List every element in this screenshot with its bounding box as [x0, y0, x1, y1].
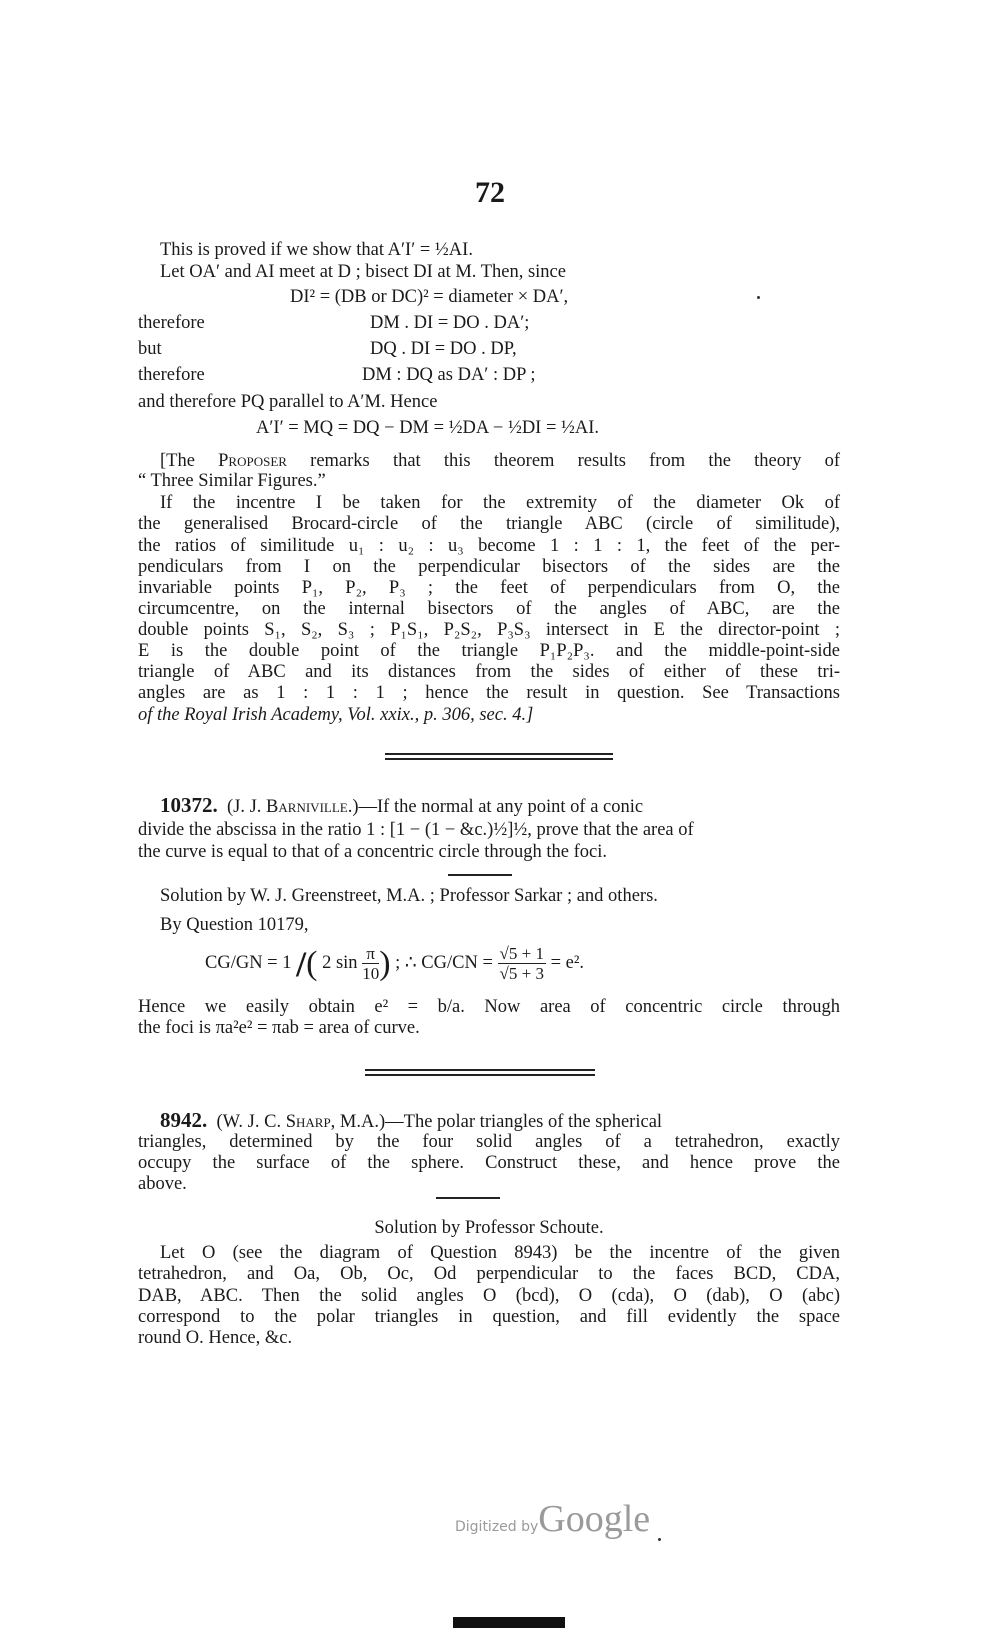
text-line: If the incentre I be taken for the extremity of the diameter Ok of [160, 493, 840, 513]
fraction-pi-10 [362, 944, 379, 983]
text-line: and therefore PQ parallel to A′M. Hence [138, 392, 438, 412]
text-line: [The Proposer remarks that this theorem results from the theory of [160, 451, 840, 471]
question-header [160, 795, 840, 818]
text-line: By Question 10179, [160, 915, 309, 935]
question-number: 10372. [160, 793, 218, 817]
short-divider [436, 1197, 500, 1199]
text-line: Let O (see the diagram of Question 8943) be the incentre of the given [160, 1243, 840, 1263]
solution-by: Solution by W. J. Greenstreet, M.A. ; Professor Sarkar ; and others. [160, 886, 658, 906]
page-number: 72 [475, 176, 505, 209]
text-line: double points S₁, S₂, S₃ ; P₁S₁, P₂S₂, P₃S₃ intersect in E the director-point ; [138, 620, 840, 640]
formula-lhs: CG/GN = 1 [205, 953, 292, 973]
text-line: the curve is equal to that of a concentric circle through the foci. [138, 842, 607, 862]
text-line: Hence we easily obtain e² = b/a. Now area of concentric circle through [138, 997, 840, 1017]
text-line: the foci is πa²e² = πab = area of curve. [138, 1018, 420, 1038]
equation: DM . DI = DO . DA′; [370, 313, 530, 333]
proposer-label: Proposer [218, 451, 287, 471]
text-line: occupy the surface of the sphere. Construct these, and hence prove the [138, 1153, 840, 1173]
watermark-prefix: Digitized by [455, 1519, 539, 1535]
question-text: —The polar triangles of the spherical [385, 1112, 663, 1132]
short-divider [448, 874, 512, 876]
numerator: π [362, 944, 379, 964]
text-line: pendiculars from I on the perpendicular bisectors of the sides are the [138, 557, 840, 577]
text-line: DAB, ABC. Then the solid angles O (bcd), O (cda), O (dab), O (abc) [138, 1286, 840, 1306]
question-number: 8942. [160, 1108, 208, 1132]
numerator: √5 + 1 [499, 944, 544, 964]
formula-rhs: = e². [550, 953, 585, 973]
eq-label: but [138, 339, 162, 359]
text-line: E is the double point of the triangle P₁P₂P₃. and the middle-point-side [138, 641, 840, 661]
text-line: above. [138, 1174, 187, 1194]
eq-label: therefore [138, 313, 205, 333]
section-divider [385, 753, 613, 760]
text-line: This is proved if we show that A′I′ = ½AI. [160, 240, 473, 260]
fraction-root5 [498, 944, 546, 983]
equation: DQ . DI = DO . DP, [370, 339, 517, 359]
equation: DI² = (DB or DC)² = diameter × DA′, [290, 287, 569, 307]
text-line: angles are as 1 : 1 : 1 ; hence the result in question. See Transactions [138, 683, 840, 703]
question-header [160, 1110, 840, 1133]
text-line: round O. Hence, &c. [138, 1328, 293, 1348]
scan-edge-bar [453, 1617, 565, 1628]
section-divider [365, 1069, 595, 1076]
speck [757, 296, 760, 299]
division-slash: / [296, 943, 307, 984]
text-line: triangle of ABC and its distances from the sides of either of these tri- [138, 662, 840, 682]
text-line: triangles, determined by the four solid angles of a tetrahedron, exactly [138, 1132, 840, 1152]
paren-close: ) [379, 944, 391, 982]
watermark-brand: Google [538, 1498, 651, 1540]
question-author: (J. J. Barniville.) [227, 797, 359, 817]
paren-open: ( [306, 944, 318, 982]
text-line: “ Three Similar Figures.” [138, 471, 326, 491]
text-line: invariable points P₁, P₂, P₃ ; the feet of perpendiculars from O, the [138, 578, 840, 598]
text-line: Let OA′ and AI meet at D ; bisect DI at M. Then, since [160, 262, 566, 282]
text-line: the generalised Brocard-circle of the triangle ABC (circle of similitude), [138, 514, 840, 534]
speck [658, 1538, 661, 1541]
question-text: —If the normal at any point of a conic [358, 797, 644, 817]
text-line: divide the abscissa in the ratio 1 : [1 − (1 − &c.)½]½, prove that the area of [138, 820, 694, 840]
formula [205, 938, 584, 988]
denominator: √5 + 3 [499, 964, 544, 984]
google-watermark [455, 1497, 650, 1541]
question-author: (W. J. C. Sharp, M.A.) [216, 1112, 386, 1132]
formula-sin: 2 sin [322, 953, 358, 973]
eq-label: therefore [138, 365, 205, 385]
denominator: 10 [362, 964, 380, 984]
text-line: correspond to the polar triangles in question, and fill evidently the space [138, 1307, 840, 1327]
equation: DM : DQ as DA′ : DP ; [362, 365, 536, 385]
solution-by: Solution by Professor Schoute. [374, 1218, 604, 1238]
text-line: of the Royal Irish Academy, Vol. xxix., p. 306, sec. 4.] [138, 705, 534, 725]
equation: A′I′ = MQ = DQ − DM = ½DA − ½DI = ½AI. [256, 418, 600, 438]
formula-sep: ; ∴ CG/CN = [395, 953, 493, 973]
text-line: circumcentre, on the internal bisectors of the angles of ABC, are the [138, 599, 840, 619]
text-line: the ratios of similitude u₁ : u₂ : u₃ become 1 : 1 : 1, the feet of the per- [138, 536, 840, 556]
text-line: tetrahedron, and Oa, Ob, Oc, Od perpendicular to the faces BCD, CDA, [138, 1264, 840, 1284]
